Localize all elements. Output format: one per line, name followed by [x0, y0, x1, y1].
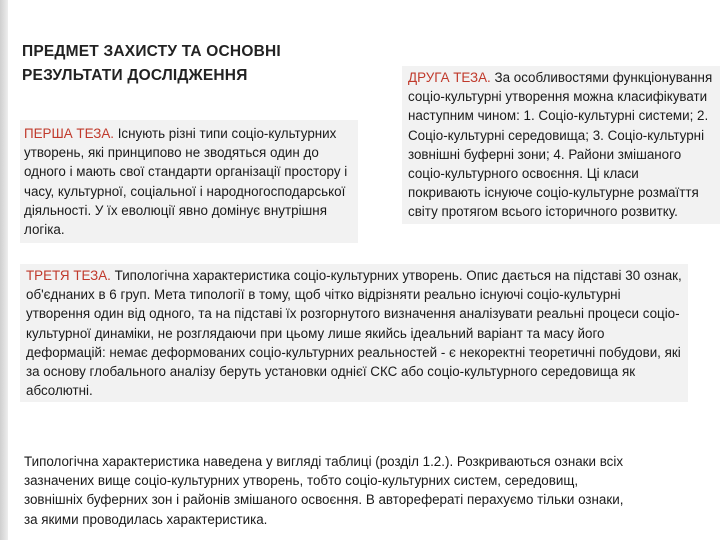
slide-title: ПРЕДМЕТ ЗАХИСТУ ТА ОСНОВНІ РЕЗУЛЬТАТИ ДОСЛІДЖЕННЯ	[22, 43, 281, 84]
thesis-two-label: ДРУГА ТЕЗА.	[408, 70, 495, 85]
thesis-one-text: Існують різні типи соціо-культурних утворень, які принципово не зводяться один до одного і мають свої стандарти організації простору і часу, культурної, соціальної і народногосподарської діяльності. У їх еволюції явно домінує внутрішня логіка.	[24, 126, 348, 238]
thesis-two-text: За особливостями функціонування соціо-культурні утворення можна класифікувати наступним чином: 1. Соціо-культурні системи; 2. Соціо-культурні середовища; 3. Соціо-культурні зовнішні буферні зони; 4. Райони змішаного соціо-культурного освоєння. Ці класи покривають існуюче соціо-культурне розмаїття світу протягом всього історичного розвитку.	[408, 70, 713, 220]
table-note-paragraph	[20, 450, 628, 546]
thesis-three-text: Типологічна характеристика соціо-культурних утворень. Опис дається на підставі 30 ознак, об'єднаних в 6 груп. Мета типології в тому, щоб чітко відрізняти реально існуючі соціо-культурні утворення один від одного, та на підставі їх розгорнутого визначення аналізувати реальні процеси соціо-культурної динаміки, не розглядаючи при цьому лише якийсь ідеальний варіант та масу його деформацій: немає деформованих соціо-культурних реальностей - є некоректні теоретичні побудови, які за основу глобального аналізу беруть установки однієї СКС або соціо-культурного середовища як абсолютні.	[26, 268, 682, 399]
thesis-three-label: ТРЕТЯ ТЕЗА.	[26, 268, 115, 283]
thesis-one-block	[20, 120, 358, 243]
thesis-two-block	[402, 66, 720, 224]
table-note-text: Типологічна характеристика наведена у вигляді таблиці (розділ 1.2.). Розкриваються ознаки всіх зазначених вище соціо-культурних утворень, тобто соціо-культурних систем, середовищ, зовнішніх буферних зон і районів змішаного освоєння. В авторефераті перахуємо тільки ознаки, за якими проводилась характеристика.	[24, 454, 624, 527]
slide-left-edge	[0, 0, 8, 540]
thesis-three-block	[20, 264, 688, 402]
thesis-one-label: ПЕРША ТЕЗА.	[24, 126, 118, 141]
